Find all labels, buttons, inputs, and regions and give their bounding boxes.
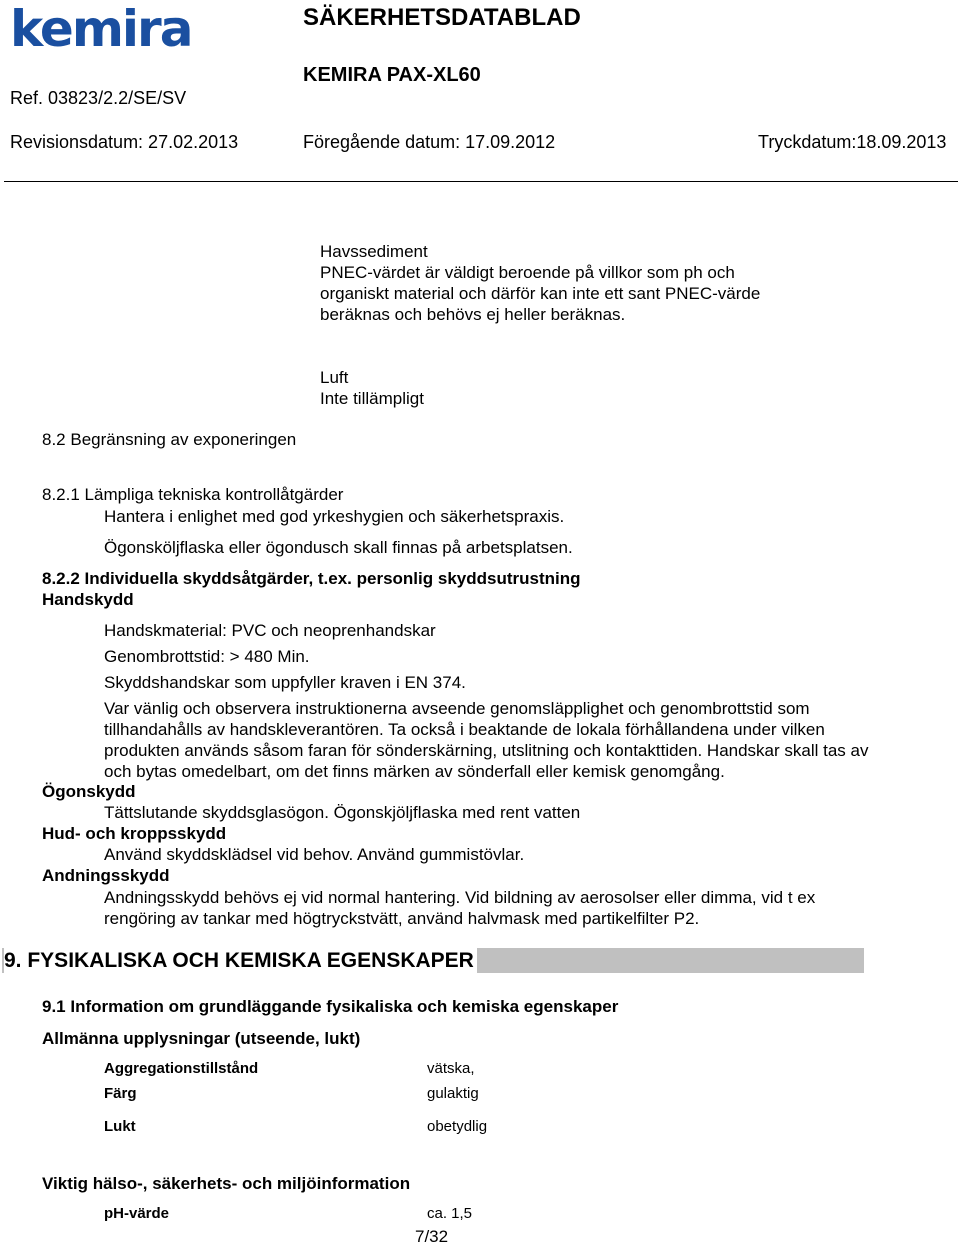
property-value: gulaktig (427, 1085, 479, 1102)
reference-number: Ref. 03823/2.2/SE/SV (10, 88, 187, 108)
section-8-2-1-heading: 8.2.1 Lämpliga tekniska kontrollåtgärder (42, 485, 344, 504)
property-label: Aggregationstillstånd (104, 1060, 259, 1077)
glove-standard: Skyddshandskar som uppfyller kraven i EN 374. (104, 673, 466, 692)
previous-date: Föregående datum: 17.09.2012 (303, 132, 556, 152)
document-title: SÄKERHETSDATABLAD (303, 4, 581, 31)
respiratory-line: rengöring av tankar med högtryckstvätt, använd halvmask med partikelfilter P2. (104, 909, 700, 928)
property-label: Färg (104, 1085, 137, 1102)
pnec-air-text: Inte tillämpligt (320, 389, 424, 408)
glove-notice-line: produkten används såsom faran för sönderskärning, utslitning och kontakttiden. Handskar skall tas av (104, 741, 869, 760)
property-label: Lukt (104, 1118, 136, 1135)
important-info-heading: Viktig hälso-, säkerhets- och miljöinformation (42, 1174, 411, 1193)
glove-notice-line: tillhandahålls av handskleverantören. Ta också i beaktande de lokala förhållandena under vilken (104, 720, 825, 739)
skin-protection-text: Använd skyddsklädsel vid behov. Använd gummistövlar. (104, 845, 525, 864)
revision-date: Revisionsdatum: 27.02.2013 (10, 132, 239, 152)
section-8-2-heading: 8.2 Begränsning av exponeringen (42, 430, 297, 449)
respiratory-protection-heading: Andningsskydd (42, 866, 170, 885)
eye-protection-heading: Ögonskydd (42, 782, 136, 801)
kemira-logo: kemira (10, 0, 192, 58)
pnec-sediment-title: Havssediment (320, 242, 428, 261)
pnec-air-block (320, 367, 424, 409)
respiratory-line: Andningsskydd behövs ej vid normal hantering. Vid bildning av aerosolser eller dimma, vid t ex (104, 888, 816, 907)
pnec-sediment-block (320, 241, 760, 325)
property-value: vätska, (427, 1060, 475, 1077)
print-date: Tryckdatum:18.09.2013 (758, 132, 947, 152)
engineering-control-line: Hantera i enlighet med god yrkeshygien och säkerhetspraxis. (104, 507, 565, 526)
product-name: KEMIRA PAX-XL60 (303, 64, 481, 86)
glove-material: Handskmaterial: PVC och neoprenhandskar (104, 621, 436, 640)
respiratory-protection-text (104, 887, 815, 929)
ph-label: pH-värde (104, 1205, 170, 1222)
property-value: obetydlig (427, 1118, 488, 1135)
pnec-sediment-line: PNEC-värdet är väldigt beroende på villkor som ph och (320, 263, 735, 282)
breakthrough-time: Genombrottstid: > 480 Min. (104, 647, 310, 666)
section-9-bar (2, 948, 864, 973)
ph-value: ca. 1,5 (427, 1205, 473, 1222)
pnec-sediment-line: beräknas och behövs ej heller beräknas. (320, 305, 626, 324)
glove-notice (104, 698, 868, 782)
page-number: 7/32 (415, 1227, 449, 1246)
glove-notice-line: Var vänlig och observera instruktionerna avseende genomsläpplighet och genombrottstid som (104, 699, 810, 718)
eyewash-requirement: Ögonsköljflaska eller ögondusch skall finnas på arbetsplatsen. (104, 538, 573, 557)
section-8-2-2-heading: 8.2.2 Individuella skyddsåtgärder, t.ex. personlig skyddsutrustning (42, 569, 581, 588)
general-info-heading: Allmänna upplysningar (utseende, lukt) (42, 1029, 361, 1048)
section-9-heading: 9. FYSIKALISKA OCH KEMISKA EGENSKAPER (4, 948, 477, 973)
header-divider (4, 181, 958, 182)
section-9-1-heading: 9.1 Information om grundläggande fysikaliska och kemiska egenskaper (42, 997, 619, 1016)
glove-notice-line: och bytas omedelbart, om det finns märken av sönderfall eller kemisk genomgång. (104, 762, 725, 781)
eye-protection-text: Tättslutande skyddsglasögon. Ögonskjöljflaska med rent vatten (104, 803, 581, 822)
pnec-air-title: Luft (320, 368, 349, 387)
skin-protection-heading: Hud- och kroppsskydd (42, 824, 227, 843)
hand-protection-heading: Handskydd (42, 590, 134, 609)
pnec-sediment-line: organiskt material och därför kan inte ett sant PNEC-värde (320, 284, 761, 303)
